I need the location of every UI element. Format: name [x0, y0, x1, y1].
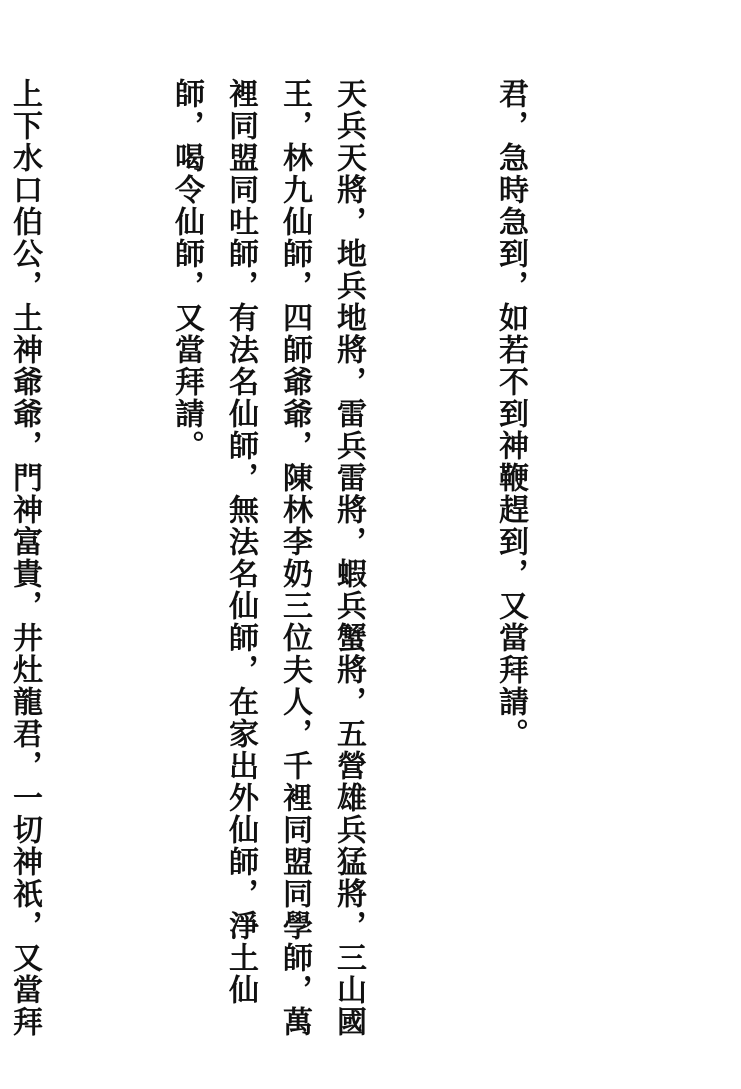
- paragraph-1: 君，急時急到，如若不到神鞭趕到，又當拜請。: [493, 78, 528, 750]
- vertical-text-body: [0, 78, 645, 1048]
- paragraph-2: 天兵天將，地兵地將，雷兵雷將，蝦兵蟹將，五營雄兵猛將，三山國王，林九仙師，四師爺爺，陳林李奶三位夫人，千裡同盟同學師，萬裡同盟同吐師，有法名仙師，無法名仙師，在家出外仙師，淨土仙師，喝令仙師，又當拜請。: [169, 78, 366, 1038]
- paragraph-3: 上下水口伯公，土神爺爺，門神富貴，井灶龍君，一切神祇，又當拜: [7, 78, 42, 1038]
